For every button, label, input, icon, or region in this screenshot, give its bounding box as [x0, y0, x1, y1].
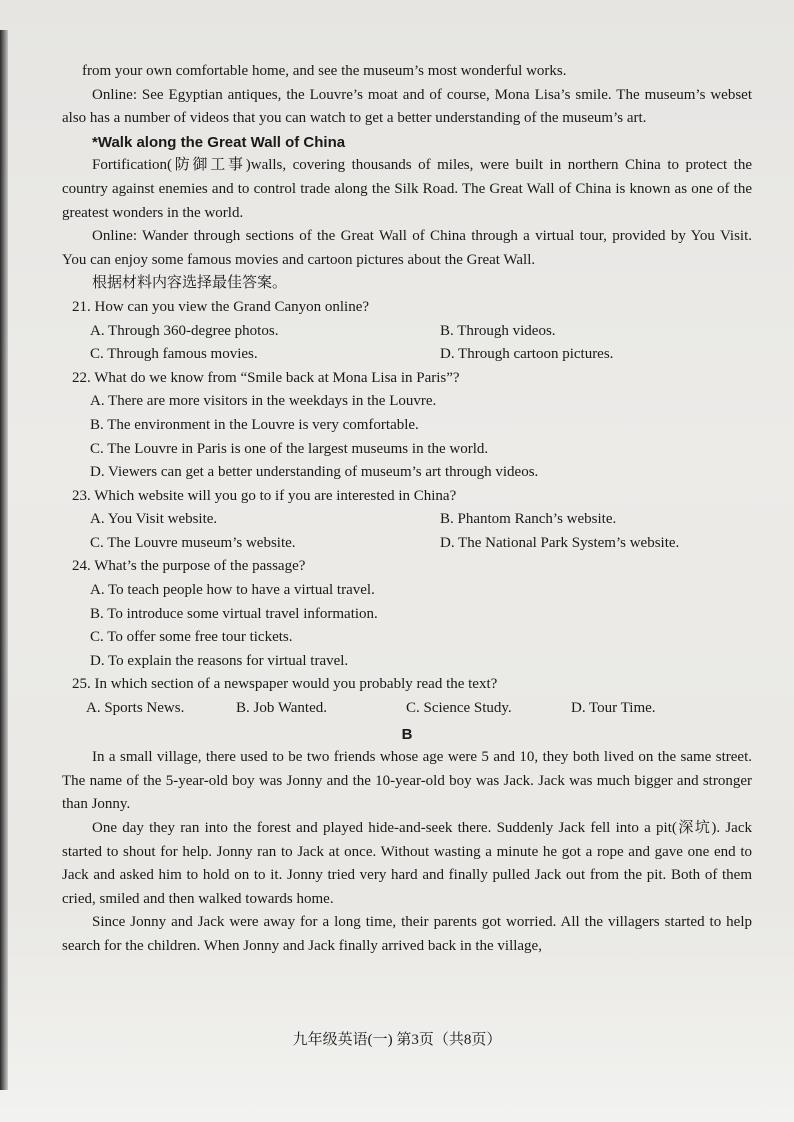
option-c: C. Science Study. [406, 700, 512, 717]
page-footer: 九年级英语(一) 第3页（共8页） [292, 1032, 502, 1048]
question-stem: 24. What’s the purpose of the passage? [72, 558, 306, 575]
question-22 [62, 367, 752, 485]
option-b: B. Through videos. [440, 322, 556, 339]
option-b: B. The environment in the Louvre is very comfortable. [90, 416, 419, 433]
option-a: A. There are more visitors in the weekdays in the Louvre. [90, 393, 437, 410]
question-23 [62, 485, 752, 556]
option-c: C. To offer some free tour tickets. [90, 629, 293, 646]
option-a: A. Sports News. [86, 700, 185, 717]
option-d: D. To explain the reasons for virtual travel. [90, 652, 349, 669]
question-25 [62, 673, 752, 720]
option-d: D. Tour Time. [571, 700, 656, 717]
question-stem: 22. What do we know from “Smile back at Mona Lisa in Paris”? [72, 369, 460, 386]
question-24 [62, 555, 752, 673]
option-d: D. Viewers can get a better understanding of museum’s art through videos. [90, 464, 539, 481]
page-edge-shadow [0, 30, 8, 1090]
option-d: D. Through cartoon pictures. [440, 346, 614, 363]
great-wall-paragraph: Fortification(防御工事)walls, covering thousands of miles, were built in northern China to protect the country against enemies and to control trade along the Silk Road. The Great Wall of China is known as one of the greatest wonders in the world. [62, 157, 752, 221]
option-a: A. You Visit website. [90, 511, 218, 528]
option-a: A. To teach people how to have a virtual travel. [90, 582, 375, 599]
section-b-heading: B [401, 725, 413, 743]
question-21 [62, 296, 752, 367]
story-paragraph-1: In a small village, there used to be two friends whose age were 5 and 10, they both lived on the same street. The name of the 5-year-old boy was Jonny and the 10-year-old boy was Jack. Jack was much bigger and stronger than Jonny. [62, 749, 752, 813]
instruction: 根据材料内容选择最佳答案。 [92, 275, 288, 292]
option-b: B. Phantom Ranch’s website. [440, 511, 617, 528]
great-wall-heading: *Walk along the Great Wall of China [92, 133, 346, 151]
exam-page [62, 60, 752, 959]
option-b: B. Job Wanted. [236, 700, 328, 717]
question-stem: 25. In which section of a newspaper would you probably read the text? [72, 676, 498, 693]
option-c: C. The Louvre in Paris is one of the largest museums in the world. [90, 440, 489, 457]
option-d: D. The National Park System’s website. [440, 534, 680, 551]
question-stem: 23. Which website will you go to if you are interested in China? [72, 487, 457, 504]
option-a: A. Through 360-degree photos. [90, 322, 279, 339]
question-stem: 21. How can you view the Grand Canyon online? [72, 298, 370, 315]
story-paragraph-2: One day they ran into the forest and played hide-and-seek there. Suddenly Jack fell into a pit(深坑). Jack started to shout for help. Jonny ran to Jack at once. Without wasting a minute he got a rope and gave one end to Jack and asked him to hold on to it. Jonny tried very hard and finally pulled Jack out from the pit. Both of them cried, smiled and then walked towards home. [62, 820, 752, 907]
story-paragraph-3: Since Jonny and Jack were away for a long time, their parents got worried. All the villagers started to help search for the children. When Jonny and Jack finally arrived back in the village, [62, 914, 752, 954]
louvre-continuation: from your own comfortable home, and see the museum’s most wonderful works. [82, 63, 567, 79]
louvre-online-paragraph: Online: See Egyptian antiques, the Louvre’s moat and of course, Mona Lisa’s smile. The museum’s webset also has a number of videos that you can watch to get a better understanding of the museum’s art. [62, 86, 752, 127]
option-c: C. Through famous movies. [90, 346, 258, 363]
great-wall-online-paragraph: Online: Wander through sections of the Great Wall of China through a virtual tour, provided by You Visit. You can enjoy some famous movies and cartoon pictures about the Great Wall. [62, 228, 752, 268]
option-c: C. The Louvre museum’s website. [90, 534, 296, 551]
option-b: B. To introduce some virtual travel information. [90, 605, 378, 622]
